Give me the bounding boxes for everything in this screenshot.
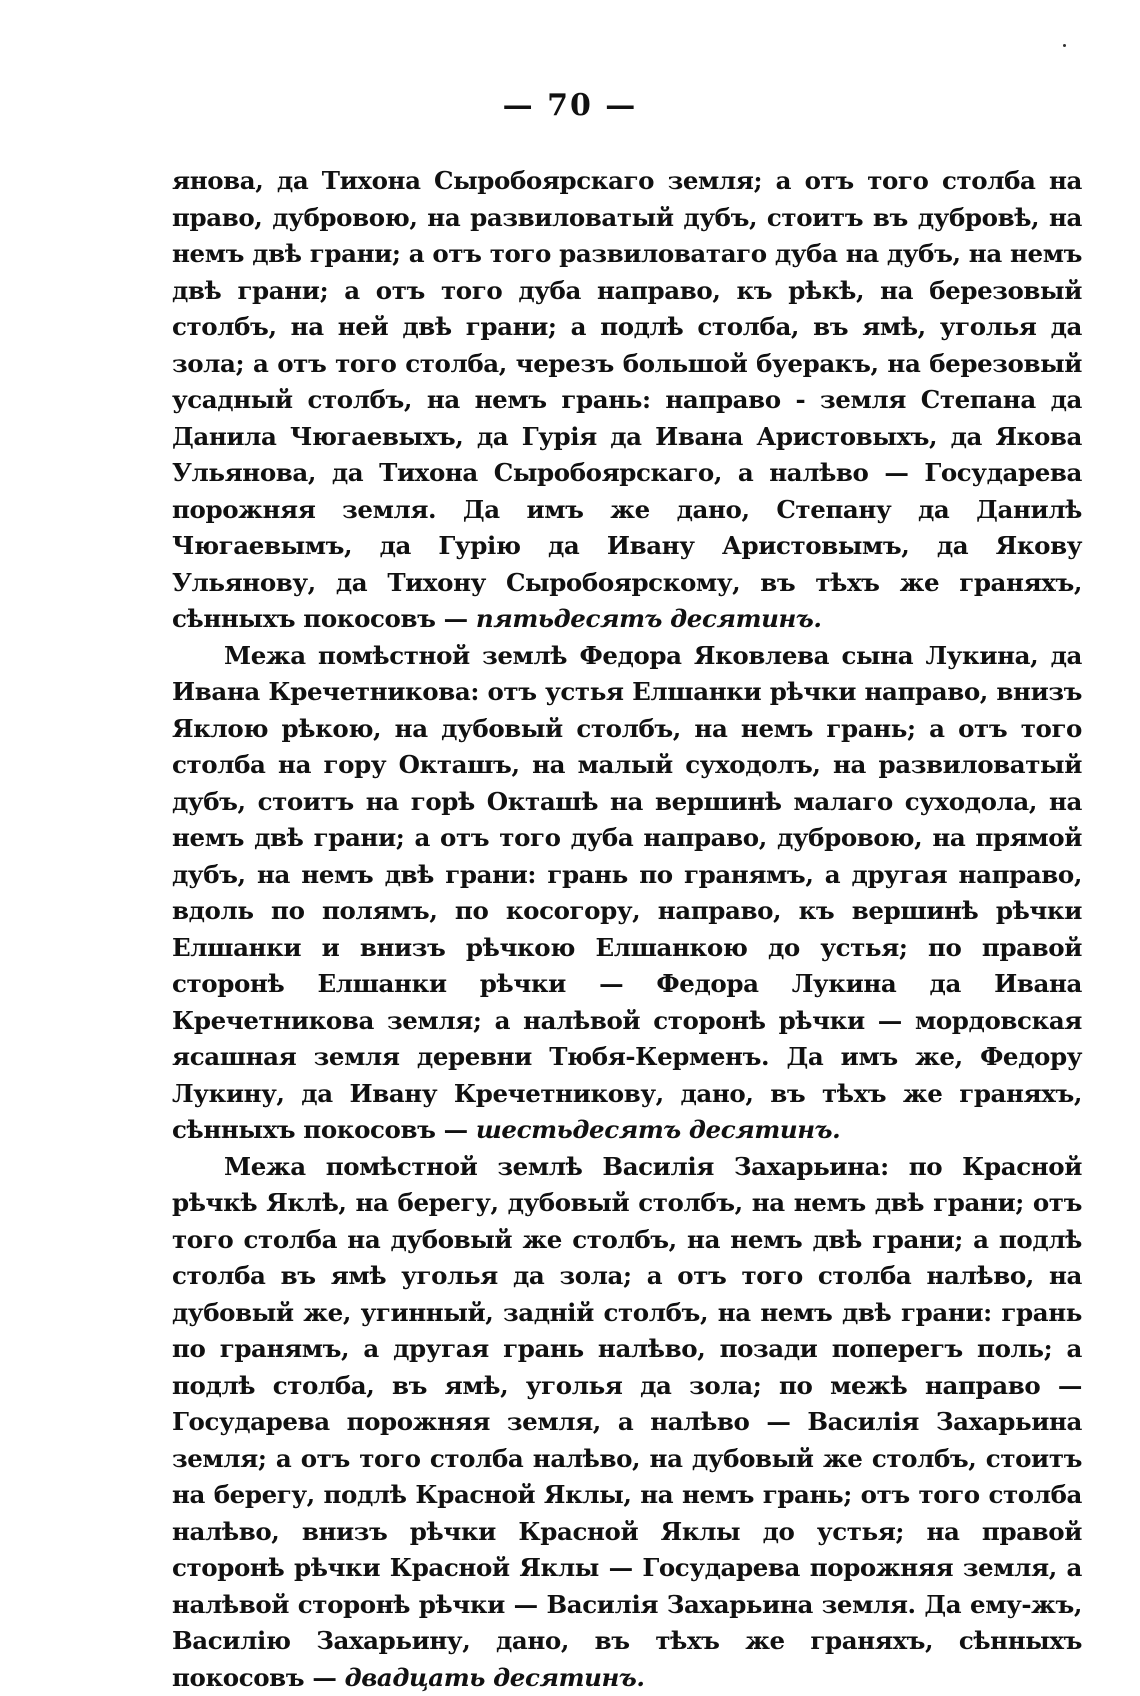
scan-speck <box>1063 44 1066 47</box>
paragraph-2-emphasis: шестьдесятъ десятинъ. <box>476 1115 840 1144</box>
paragraph-2 <box>172 638 1082 1149</box>
paragraph-3-text: Межа помѣстной землѣ Василія Захарьина: по Красной рѣчкѣ Яклѣ, на берегу, дубовый столбъ, на немъ двѣ грани; отъ того столба на дубовый же столбъ, на немъ двѣ грани; а подлѣ столба въ ямѣ уголья да зола; а отъ того столба налѣво, на дубовый же, угинный, задній столбъ, на немъ двѣ грани: грань по гранямъ, а другая грань налѣво, позади поперегъ поль; а подлѣ столба, въ ямѣ, уголья да зола; по межѣ направо — Государева порожняя земля, а налѣво — Василія Захарьина земля; а отъ того столба налѣво, на дубовый же столбъ, стоитъ на берегу, подлѣ Красной Яклы, на немъ грань; отъ того столба налѣво, внизъ рѣчки Красной Яклы до устья; на правой сторонѣ рѣчки Красной Яклы — Государева порожняя земля, а налѣвой сторонѣ рѣчки — Василія Захарьина земля. Да ему-жъ, Василію Захарьину, дано, въ тѣхъ же граняхъ, сѣнныхъ покосовъ — <box>172 1152 1082 1692</box>
page-number: — 70 — <box>0 88 1140 123</box>
paragraph-2-text: Межа помѣстной землѣ Федора Яковлева сына Лукина, да Ивана Кречетникова: отъ устья Елшанки рѣчки направо, внизъ Яклою рѣкою, на дубовый столбъ, на немъ грань; а отъ того столба на гору Окташъ, на малый суходолъ, на развиловатый дубъ, стоитъ на горѣ Окташѣ на вершинѣ малаго суходола, на немъ двѣ грани; а отъ того дуба направо, дубровою, на прямой дубъ, на немъ двѣ грани: грань по гранямъ, а другая направо, вдоль по полямъ, по косогору, направо, къ вершинѣ рѣчки Елшанки и внизъ рѣчкою Елшанкою до устья; по правой сторонѣ Елшанки рѣчки — Федора Лукина да Ивана Кречетникова земля; а налѣвой сторонѣ рѣчки — мордовская ясашная земля деревни Тюбя-Керменъ. Да имъ же, Федору Лукину, да Ивану Кречетникову, дано, въ тѣхъ же граняхъ, сѣнныхъ покосовъ — <box>172 641 1082 1145</box>
page-text <box>172 163 1082 1696</box>
paragraph-1-emphasis: пятьдесятъ десятинъ. <box>476 604 822 633</box>
paragraph-1 <box>172 163 1082 638</box>
paragraph-3 <box>172 1149 1082 1696</box>
paragraph-3-emphasis: двадцать десятинъ. <box>345 1663 645 1692</box>
paragraph-1-text: янова, да Тихона Сыробоярскаго земля; а отъ того столба на право, дубровою, на развиловатый дубъ, стоитъ въ дубровѣ, на немъ двѣ грани; а отъ того развиловатаго дуба на дубъ, на немъ двѣ грани; а отъ того дуба направо, къ рѣкѣ, на березовый столбъ, на ней двѣ грани; а подлѣ столба, въ ямѣ, уголья да зола; а отъ того столба, черезъ большой буеракъ, на березовый усадный столбъ, на немъ грань: направо - земля Степана да Данила Чюгаевыхъ, да Гурія да Ивана Аристовыхъ, да Якова Ульянова, да Тихона Сыробоярскаго, а налѣво — Государева порожняя земля. Да имъ же дано, Степану да Данилѣ Чюгаевымъ, да Гурію да Ивану Аристовымъ, да Якову Ульянову, да Тихону Сыробоярскому, въ тѣхъ же граняхъ, сѣнныхъ покосовъ — <box>172 166 1082 633</box>
